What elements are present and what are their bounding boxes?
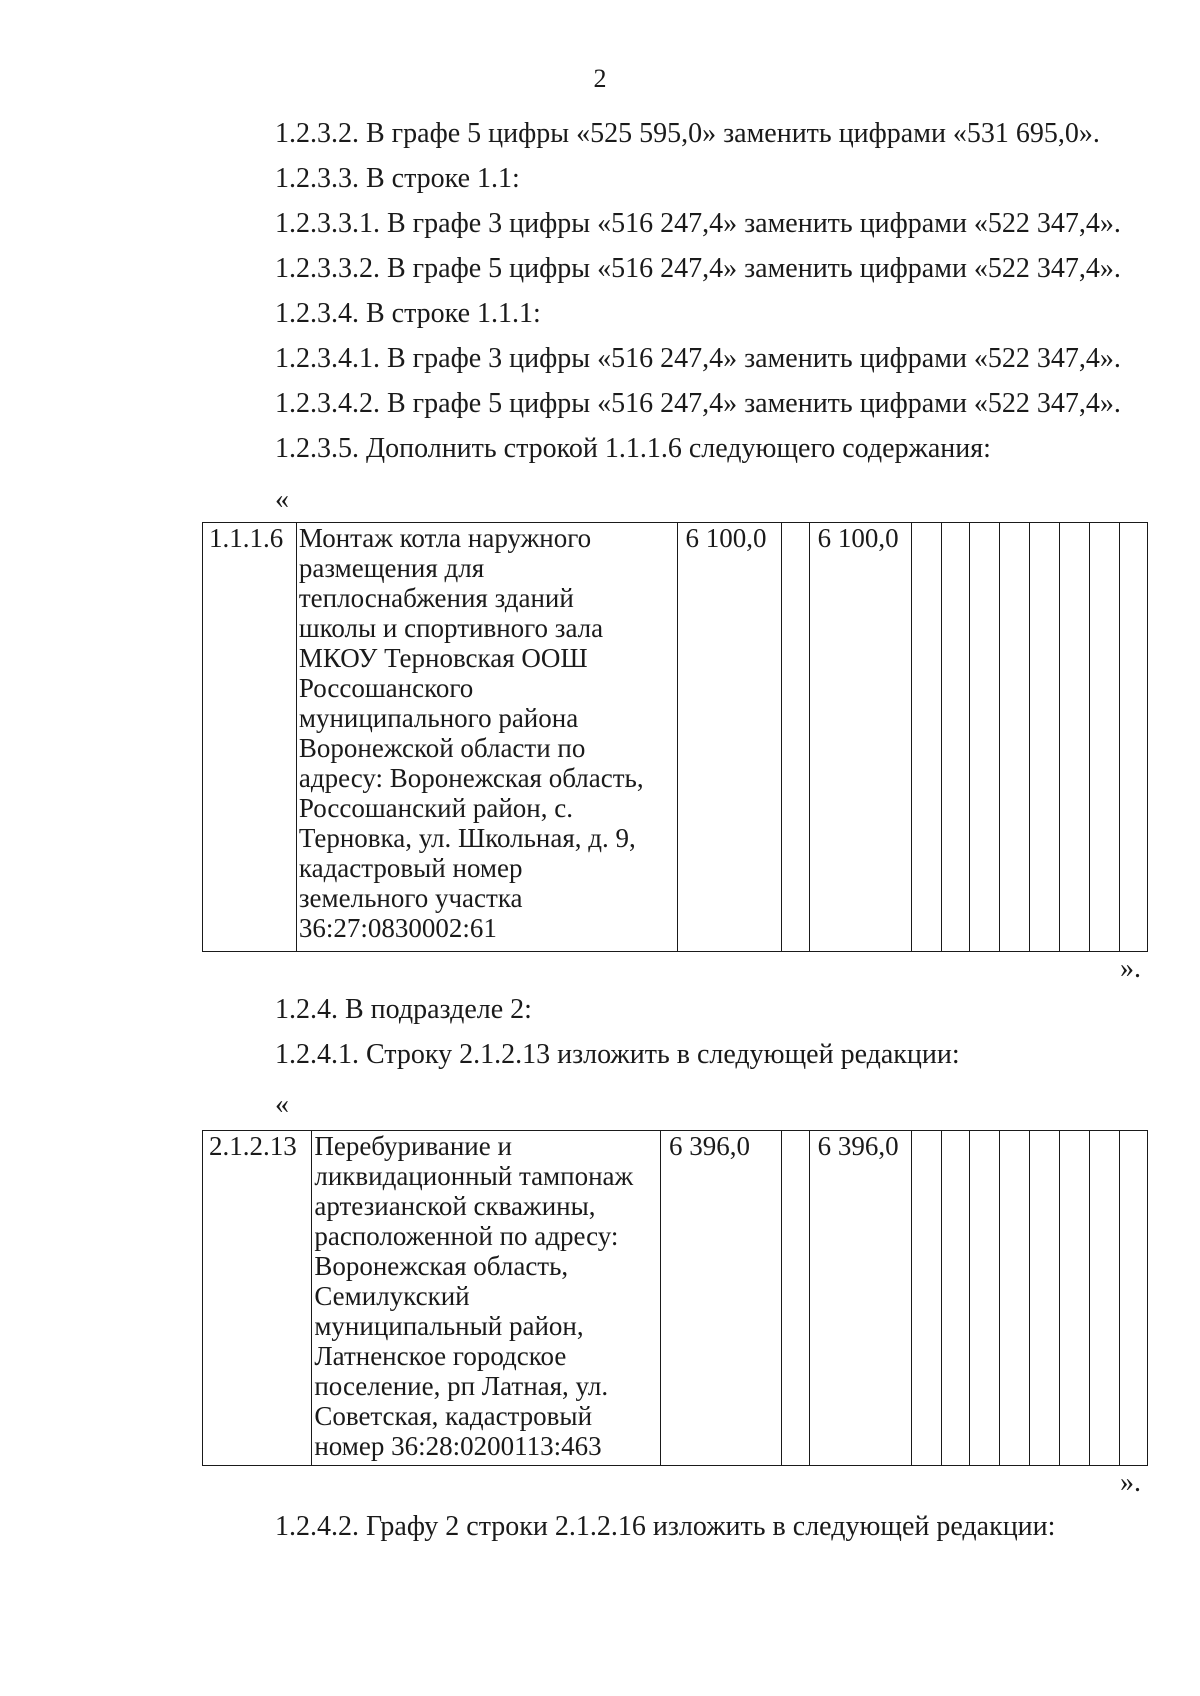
paragraph-1-2-3-2: 1.2.3.2. В графе 5 цифры «525 595,0» заменить цифрами «531 695,0». (275, 118, 1100, 149)
empty-cell (1030, 523, 1060, 952)
empty-cell (941, 1131, 970, 1466)
empty-cell (1090, 523, 1120, 952)
row-code-cell: 2.1.2.13 (203, 1131, 312, 1466)
name-line: МКОУ Терновская ООШ (298, 643, 588, 673)
empty-cell (1090, 1131, 1120, 1466)
empty-cell (1000, 523, 1030, 952)
empty-cell (970, 523, 1000, 952)
name-line: школы и спортивного зала (298, 613, 604, 643)
column-4-value (781, 1131, 809, 1466)
empty-cell (1120, 1131, 1148, 1466)
name-line: артезианской скважины, (314, 1191, 596, 1221)
name-line: адресу: Воронежская область, (298, 763, 644, 793)
paragraph-1-2-3-4-1: 1.2.3.4.1. В графе 3 цифры «516 247,4» заменить цифрами «522 347,4». (275, 343, 1121, 374)
name-line: муниципальный район, (314, 1311, 584, 1341)
empty-cell (911, 523, 941, 952)
row-name-cell (312, 1131, 661, 1466)
name-line: размещения для (298, 553, 485, 583)
paragraph-1-2-3-3: 1.2.3.3. В строке 1.1: (275, 163, 520, 194)
paragraph-1-2-4: 1.2.4. В подразделе 2: (275, 994, 532, 1025)
name-line: Россошанского (298, 673, 474, 703)
paragraph-1-2-3-4: 1.2.3.4. В строке 1.1.1: (275, 298, 541, 329)
empty-cell (941, 523, 970, 952)
name-line: Россошанский район, с. (298, 793, 573, 823)
column-5-value: 6 100,0 (809, 523, 911, 952)
name-line: теплоснабжения зданий (298, 583, 574, 613)
column-5-value: 6 396,0 (809, 1131, 911, 1466)
name-line: Советская, кадастровый (314, 1401, 593, 1431)
paragraph-1-2-3-3-1: 1.2.3.3.1. В графе 3 цифры «516 247,4» заменить цифрами «522 347,4». (275, 208, 1121, 239)
name-line: ликвидационный тампонаж (314, 1161, 634, 1191)
empty-cell (1120, 523, 1148, 952)
name-line: расположенной по адресу: (314, 1221, 619, 1251)
name-line: 36:27:0830002:61 (298, 913, 497, 943)
name-line: кадастровый номер (298, 853, 523, 883)
paragraph-1-2-3-5: 1.2.3.5. Дополнить строкой 1.1.1.6 следующего содержания: (275, 433, 991, 464)
close-quote-2: ». (1120, 1467, 1141, 1498)
name-line: Монтаж котла наружного (298, 523, 592, 553)
open-quote-2: « (275, 1089, 289, 1120)
page-number: 2 (593, 64, 607, 93)
empty-cell (970, 1131, 1000, 1466)
row-name-cell (296, 523, 677, 952)
empty-cell (1030, 1131, 1060, 1466)
paragraph-1-2-4-1: 1.2.4.1. Строку 2.1.2.13 изложить в следующей редакции: (275, 1039, 960, 1070)
column-3-value: 6 100,0 (677, 523, 781, 952)
name-line: Терновка, ул. Школьная, д. 9, (298, 823, 636, 853)
name-line: муниципального района (298, 703, 579, 733)
column-3-value: 6 396,0 (661, 1131, 782, 1466)
paragraph-1-2-3-4-2: 1.2.3.4.2. В графе 5 цифры «516 247,4» заменить цифрами «522 347,4». (275, 388, 1121, 419)
paragraph-1-2-3-3-2: 1.2.3.3.2. В графе 5 цифры «516 247,4» заменить цифрами «522 347,4». (275, 253, 1121, 284)
amendment-table-2 (202, 1130, 1148, 1466)
amendment-table-1 (202, 522, 1148, 952)
table-row (203, 1131, 1148, 1466)
name-line: поселение, рп Латная, ул. (314, 1371, 609, 1401)
name-line: Семилукский (314, 1281, 470, 1311)
empty-cell (1000, 1131, 1030, 1466)
empty-cell (1060, 1131, 1090, 1466)
table-row (203, 523, 1148, 952)
row-code-cell: 1.1.1.6 (203, 523, 297, 952)
open-quote-1: « (275, 484, 289, 515)
name-line: Перебуривание и (314, 1131, 512, 1161)
row-name-text (299, 523, 675, 943)
paragraph-1-2-4-2: 1.2.4.2. Графу 2 строки 2.1.2.16 изложить в следующей редакции: (275, 1511, 1056, 1542)
empty-cell (1060, 523, 1090, 952)
name-line: земельного участка (298, 883, 523, 913)
close-quote-1: ». (1120, 953, 1141, 984)
row-name-text (314, 1131, 658, 1461)
name-line: Воронежской области по (298, 733, 586, 763)
empty-cell (911, 1131, 941, 1466)
name-line: Латненское городское (314, 1341, 567, 1371)
name-line: Воронежская область, (314, 1251, 569, 1281)
name-line: номер 36:28:0200113:463 (314, 1431, 602, 1461)
column-4-value (781, 523, 809, 952)
